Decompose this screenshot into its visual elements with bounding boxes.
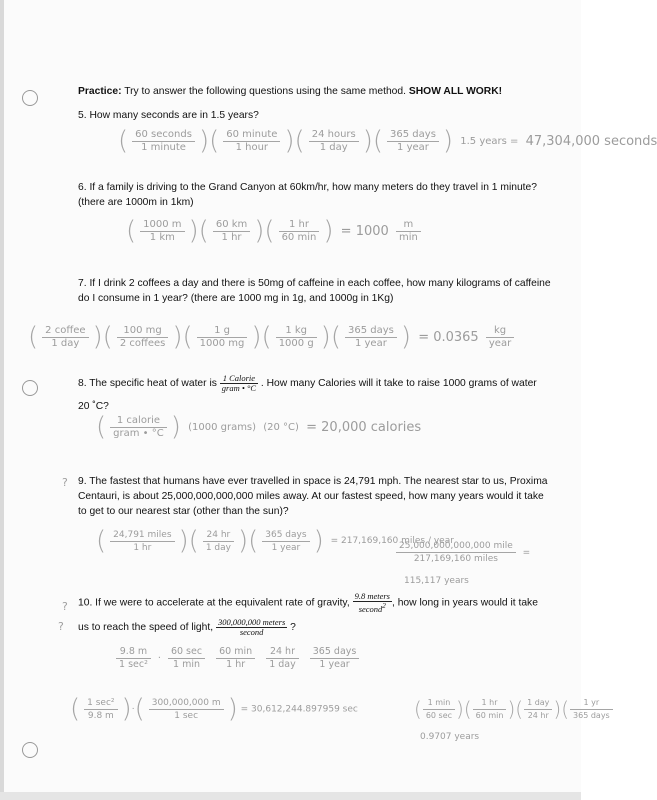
q10-g-den-wrap (353, 602, 392, 614)
q10-work-2: ( 1 sec² 9.8 m )·( 300,000,000 m 1 sec ) = 30,612,244.897959 sec (70, 694, 358, 724)
q9-rate: = 217,169,160 miles / year (330, 536, 454, 546)
q10-g-num: 9.8 meters (354, 591, 390, 601)
q10w2-f1-num: 1 sec² (84, 697, 117, 710)
scan-edge-bottom (0, 792, 581, 800)
q7-f2-den: 2 coffees (119, 337, 166, 349)
practice-text: Try to answer the following questions using the same method. (124, 86, 406, 97)
question-8-line2: 20 ˚C? (78, 401, 109, 412)
q5-f4-num: 365 days (387, 129, 439, 142)
punch-hole-middle (22, 380, 38, 396)
q9-div-num: 25,000,000,000,000 mile (396, 540, 516, 553)
q10w2-f6-den: 365 days (573, 710, 610, 720)
q10-work-3: ( 1 min 60 sec )( 1 hr 60 min )( 1 day 24 hr )( 1 yr 365 days (414, 696, 614, 722)
q10w1-f5-den: 1 year (319, 659, 350, 670)
q6-unit-num: m (396, 219, 421, 232)
q10-c-num: 300,000,000 meters (217, 616, 286, 627)
q10-line2-pre: us to reach the speed of light, (78, 622, 214, 634)
q8-pre: 8. The specific heat of water is (78, 378, 217, 390)
q10w1-f3-den: 1 hr (226, 659, 246, 670)
question-10-line1 (78, 592, 538, 614)
q10w2-f4-num: 1 hr (473, 697, 507, 710)
question-7-line2: do I consume in 1 year? (there are 1000 mg in 1g, and 1000g in 1Kg) (78, 293, 394, 304)
q7-answer: = 0.0365 (418, 329, 479, 345)
question-9-line2: Centauri, is about 25,000,000,000,000 miles away. At our fastest speed, how many years would it take (78, 491, 544, 502)
q10w1-f1-num: 9.8 m (116, 646, 151, 659)
q10-pre: 10. If we were to accelerate at the equivalent rate of gravity, (78, 597, 350, 609)
q6-f2-num: 60 km (213, 219, 250, 232)
q10-g-exp: 2 (382, 602, 386, 610)
q9-f1-den: 1 hr (133, 542, 152, 553)
q10-mid: , how long in years would it take (391, 597, 538, 609)
q7-f4-den: 1000 g (278, 337, 314, 349)
q10w1-f4-num: 24 hr (266, 646, 299, 659)
q10w1-f5-num: 365 days (310, 646, 360, 659)
q8-f1-den: gram • °C (113, 427, 164, 439)
q10w1-f1-den: 1 sec² (119, 659, 148, 670)
q6-f2-den: 1 hr (221, 231, 242, 243)
question-10 (78, 592, 538, 637)
q10w2-f3-den: 60 sec (425, 710, 453, 720)
q5-f1-num: 60 seconds (132, 129, 195, 142)
q6-f1-num: 1000 m (140, 219, 184, 232)
q9-f2-num: 24 hr (203, 529, 234, 542)
q10w2-f5-num: 1 day (524, 697, 552, 710)
question-5: 5. How many seconds are in 1.5 years? (78, 110, 259, 121)
q10w2-f6-num: 1 yr (570, 697, 613, 710)
q10w1-f4-den: 1 day (269, 659, 296, 670)
q7-f2-num: 100 mg (117, 325, 169, 338)
q9-division (392, 540, 530, 565)
q6-unit-den: min (398, 231, 418, 243)
q9-div-den: 217,169,160 miles (413, 554, 498, 564)
q10w2-f3-num: 1 min (423, 697, 455, 710)
q8-temp: (20 °C) (263, 421, 299, 433)
q9-f1-num: 24,791 miles (110, 529, 174, 542)
question-9-line1: 9. The fastest that humans have ever travelled in space is 24,791 mph. The nearest star to us, Proxima (78, 476, 548, 487)
question-6 (78, 180, 537, 210)
q10w2-eq: = 30,612,244.897959 sec (240, 704, 358, 715)
q10-c-den: second (239, 626, 264, 637)
question-8 (78, 374, 537, 414)
q10-g-den: second (358, 603, 383, 614)
q10-answer: 0.9707 years (420, 732, 480, 742)
question-6-line2: (there are 1000m in 1km) (78, 197, 194, 208)
q10w2-f4-den: 60 min (475, 710, 504, 720)
q9-work: ( 24,791 miles 1 hr )( 24 hr 1 day )( 365 days 1 year ) = 217,169,160 miles / year (96, 526, 454, 556)
gravity-fraction (353, 592, 392, 614)
q8-post: . How many Calories will it take to raise 1000 grams of water (260, 378, 537, 390)
q5-f2-num: 60 minute (223, 129, 280, 142)
question-6-line1: 6. If a family is driving to the Grand Canyon at 60km/hr, how many meters do they travel in 1 minute? (78, 182, 538, 193)
q6-f3-den: 60 min (281, 231, 317, 243)
q10w1-f2-num: 60 sec (168, 646, 205, 659)
q5-f2-den: 1 hour (235, 141, 269, 153)
q7-unit-den: year (488, 337, 512, 349)
margin-question-mark-9: ? (62, 476, 68, 489)
q8-answer: = 20,000 calories (306, 419, 422, 435)
q7-f1-den: 1 day (51, 337, 80, 349)
q9-div-eq: = (522, 548, 531, 558)
q10-line2-post: ? (290, 622, 296, 634)
q8-work: ( 1 calorie gram • °C ) (1000 grams) (20 °C) = 20,000 calories (96, 412, 422, 442)
question-9 (78, 474, 548, 519)
question-8-line1 (78, 374, 537, 393)
question-9-line3: to get to our nearest star (other than the sun)? (78, 506, 289, 517)
q6-work: ( $\frac{1000 m}{1 km}$ )( $\frac{60 km}{1 hr}$ )( 1 hr 60 min ) = 1000 m min (126, 218, 425, 244)
q5-work: ( 60 seconds 1 minute )( 60 minute 1 hour )( 24 hours 1 day )( 365 days 1 year ) 1.5 years = 47,304,000 seconds (118, 126, 657, 156)
q10w2-f2-den: 1 sec (174, 710, 199, 721)
q6-answer: = 1000 (340, 223, 389, 239)
q7-f3-num: 1 g (197, 325, 248, 338)
q7-f3-den: 1000 mg (199, 337, 245, 349)
q10w1-f3-num: 60 min (216, 646, 255, 659)
q7-f5-den: 1 year (354, 337, 387, 349)
q7-f5-num: 365 days (345, 325, 397, 338)
question-7 (78, 276, 551, 306)
q7-unit-num: kg (486, 325, 514, 338)
practice-label: Practice: (78, 86, 122, 97)
scan-edge-left (0, 0, 4, 800)
q9-f3-den: 1 year (271, 542, 301, 553)
question-10-line2 (78, 618, 538, 637)
q5-f3-den: 1 day (319, 141, 348, 153)
q10w1-f2-den: 1 min (173, 659, 201, 670)
q6-f3-num: 1 hr (279, 219, 320, 232)
specific-heat-fraction (220, 374, 258, 393)
q5-f1-den: 1 minute (141, 141, 186, 153)
q5-tail: 1.5 years = (460, 135, 519, 147)
margin-question-mark-10b: ? (58, 620, 64, 633)
q10w2-f5-den: 24 hr (527, 710, 549, 720)
practice-emphasis: SHOW ALL WORK! (408, 86, 503, 97)
q7-work: ( 2 coffee 1 day )( 100 mg 2 coffees )( $\frac{1 g}{1000 mg}$ )( $\frac{1 kg}{1000 g}$ )( 365 days 1 year ) = 0.0365 kg year (28, 324, 518, 350)
punch-hole-top (22, 90, 38, 106)
q8-frac-den: gram • °C (221, 383, 257, 393)
q7-f1-num: 2 coffee (42, 325, 88, 338)
margin-question-mark-10: ? (62, 600, 68, 613)
q9-f2-den: 1 day (205, 542, 231, 553)
q10-work-1: 9.8 m 1 sec² · 60 sec 1 min 60 min 1 hr 24 hr 1 day 365 days 1 year (112, 646, 363, 671)
q9-f3-num: 365 days (262, 529, 309, 542)
q10w2-f2-num: 300,000,000 m (149, 697, 224, 710)
q5-answer: 47,304,000 seconds (525, 133, 657, 149)
q8-f1-num: 1 calorie (110, 415, 167, 428)
q9-answer: 115,117 years (404, 576, 469, 586)
practice-header (78, 84, 502, 99)
q8-mass: (1000 grams) (188, 421, 257, 433)
q7-f4-num: 1 kg (276, 325, 317, 338)
question-7-line1: 7. If I drink 2 coffees a day and there is 50mg of caffeine in each coffee, how many kilograms of caffeine (78, 278, 551, 289)
light-speed-fraction (216, 618, 287, 637)
q5-f4-den: 1 year (397, 141, 429, 153)
q5-f3-num: 24 hours (309, 129, 359, 142)
q6-f1-den: 1 km (149, 231, 175, 243)
q8-frac-num: 1 Calorie (220, 374, 258, 384)
punch-hole-bottom (22, 742, 38, 758)
q10w2-f1-den: 9.8 m (87, 710, 114, 721)
